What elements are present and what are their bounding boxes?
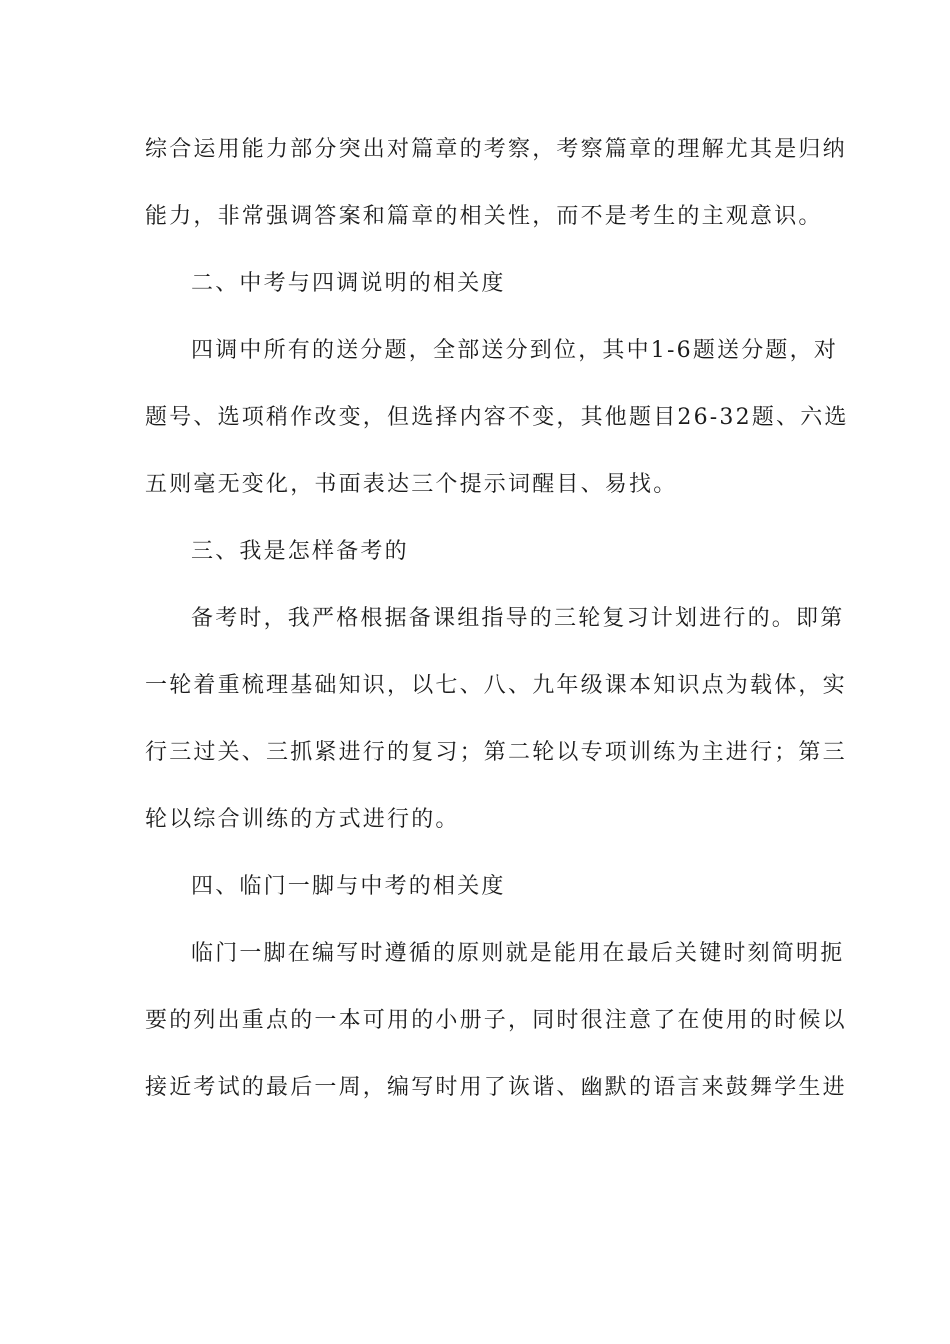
paragraph-line: 轮以综合训练的方式进行的。 <box>145 807 460 832</box>
section-heading: 四、临门一脚与中考的相关度 <box>191 874 506 899</box>
paragraph-line: 一轮着重梳理基础知识，以七、八、九年级课本知识点为载体，实 <box>145 673 847 698</box>
paragraph-line: 接近考试的最后一周，编写时用了诙谐、幽默的语言来鼓舞学生进 <box>145 1075 847 1100</box>
paragraph-line: 要的列出重点的一本可用的小册子，同时很注意了在使用的时候以 <box>145 1008 847 1033</box>
paragraph-line: 备考时，我严格根据备课组指导的三轮复习计划进行的。即第 <box>191 606 845 631</box>
paragraph-line: 四调中所有的送分题，全部送分到位，其中1-6题送分题，对 <box>191 338 839 363</box>
paragraph-line: 五则毫无变化，书面表达三个提示词醒目、易找。 <box>145 472 678 497</box>
document-body <box>145 128 849 1133</box>
section-heading: 三、我是怎样备考的 <box>191 539 409 564</box>
paragraph-line: 临门一脚在编写时遵循的原则就是能用在最后关键时刻简明扼 <box>191 941 845 966</box>
paragraph-line: 行三过关、三抓紧进行的复习；第二轮以专项训练为主进行；第三 <box>145 740 847 765</box>
paragraph-line: 能力，非常强调答案和篇章的相关性，而不是考生的主观意识。 <box>145 204 823 229</box>
paragraph-line: 综合运用能力部分突出对篇章的考察，考察篇章的理解尤其是归纳 <box>145 137 847 162</box>
paragraph-line: 题号、选项稍作改变，但选择内容不变，其他题目26-32题、六选 <box>145 405 849 430</box>
section-heading: 二、中考与四调说明的相关度 <box>191 271 506 296</box>
